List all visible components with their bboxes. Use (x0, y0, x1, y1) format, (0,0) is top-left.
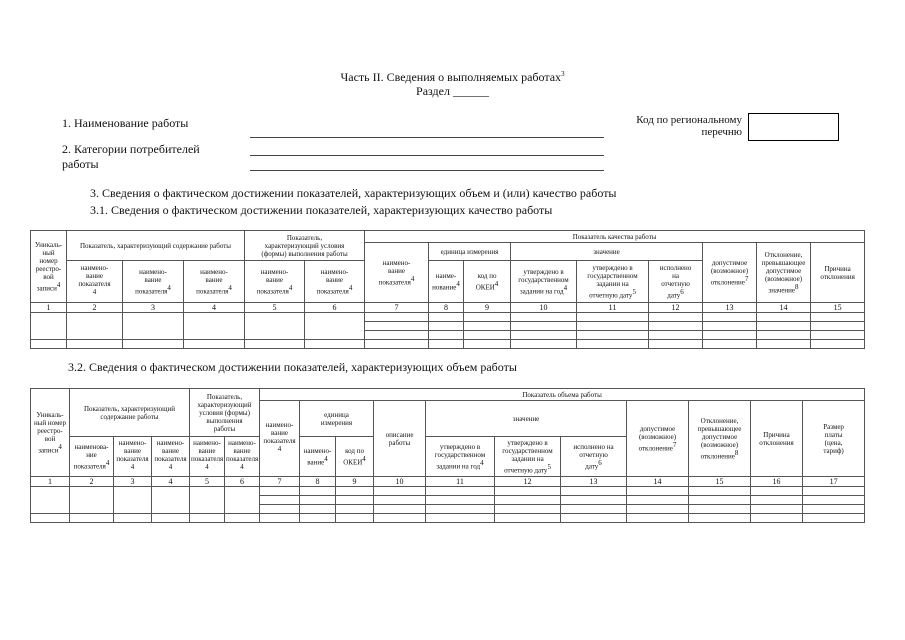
part-title: Часть II. Сведения о выполняемых работах$^3$ (340, 70, 565, 84)
content-ind-2: наимено- вание показателя $^4$ (114, 437, 152, 477)
table-row[interactable] (31, 487, 865, 496)
column-numbers-row: 1 2 3 4 5 6 7 8 9 10 11 12 13 14 15 (31, 303, 865, 313)
conditions-indicator-header: Показатель, характеризующий условия (формы) выполнения работы (245, 231, 365, 261)
unique-number-header: Уникаль- ный номер реестро- вой записи$^4$ (31, 389, 70, 477)
executed-header: исполнено на отчетную дату$^6$ (649, 261, 703, 303)
section31-title: 3.1. Сведения о фактическом достижении показателей, характеризующих качество работы (90, 203, 553, 217)
content-ind-2: наимено- вание показателя$^4$ (123, 261, 184, 303)
exceed-deviation-header: Отклонение, превышающее допустимое (возможное) отклонение$^8$ (689, 401, 751, 477)
content-ind-3: наимено- вание показателя $^4$ (152, 437, 190, 477)
approved-year-header: утверждено в государственном задании на год$^4$ (511, 261, 577, 303)
name-header: наимено- вание показателя $^4$ (260, 401, 300, 477)
approved-year-header: утверждено в государственном задании на год$^4$ (426, 437, 495, 477)
work-name-line[interactable] (250, 137, 604, 138)
table-row[interactable] (31, 313, 865, 322)
exceed-deviation-header: Отклонение, превышающее допустимое (возможное) значение$^8$ (757, 243, 811, 303)
content-indicator-header: Показатель, характеризующий содержание работы (70, 389, 190, 437)
consumers-label-2: работы (62, 157, 99, 171)
approved-date-header: утверждено в государственном задании на отчетную дату$^5$ (577, 261, 649, 303)
volume-table (30, 388, 865, 523)
name-header: наимено- вание показателя$^4$ (365, 243, 429, 303)
table-row[interactable] (31, 514, 865, 523)
content-ind-1: наименова- ние показателя$^4$ (70, 437, 114, 477)
unit-name-header: наиме- нование$^4$ (429, 261, 464, 303)
quality-table (30, 230, 865, 349)
quality-indicator-header: Показатель качества работы (365, 231, 865, 243)
condition-ind-2: наимено- вание показателя$^4$ (305, 261, 365, 303)
condition-ind-2: наимено- вание показателя $^4$ (225, 437, 260, 477)
column-numbers-row: 1 2 3 4 5 6 7 8 9 10 11 12 13 14 15 16 17 (31, 477, 865, 487)
section3-title: 3. Сведения о фактическом достижении показателей, характеризующих объем и (или) качество работы (90, 186, 617, 200)
value-header: значение (511, 243, 703, 261)
reason-header: Причина отклонения (811, 243, 865, 303)
executed-header: исполнено на отчетную дату$^6$ (561, 437, 627, 477)
unit-header: единица измерения (429, 243, 511, 261)
volume-indicator-header: Показатель объема работы (260, 389, 865, 401)
conditions-indicator-header: Показатель, характеризующий условия (формы) выполнения работы (190, 389, 260, 437)
consumers-line-2[interactable] (250, 170, 604, 171)
unit-name-header: наимено- вание$^4$ (300, 437, 336, 477)
description-header: описание работы (374, 401, 426, 477)
condition-ind-1: наимено- вание показателя $^4$ (190, 437, 225, 477)
content-ind-3: наимено- вание показателя$^4$ (184, 261, 245, 303)
okei-header: код по ОКЕИ$^4$ (464, 261, 511, 303)
fee-header: Размер платы (цена, тариф) (803, 401, 865, 477)
reason-header: Причина отклонения (751, 401, 803, 477)
value-header: значение (426, 401, 627, 437)
code-label: Код по региональному перечню (636, 114, 742, 138)
consumers-line-1[interactable] (250, 155, 604, 156)
code-box[interactable] (748, 113, 839, 141)
section32-title: 3.2. Сведения о фактическом достижении показателей, характеризующих объем работы (68, 360, 517, 374)
allowed-deviation-header: допустимое (возможное) отклонение$^7$ (627, 401, 689, 477)
section-label: Раздел ______ (416, 84, 489, 98)
condition-ind-1: наимено- вание показателя$^4$ (245, 261, 305, 303)
allowed-deviation-header: допустимое (возможное) отклонение$^7$ (703, 243, 757, 303)
okei-header: код по ОКЕИ$^4$ (336, 437, 374, 477)
consumers-label: 2. Категории потребителей (62, 142, 200, 156)
table-row[interactable] (31, 340, 865, 349)
unit-header: единица измерения (300, 401, 374, 437)
unique-number-header: Уникаль- ный номер реестро- вой записи$^4$ (31, 231, 67, 303)
approved-date-header: утверждено в государственном задании на отчетную дату$^5$ (495, 437, 561, 477)
content-ind-1: наимено- вание показателя $^4$ (67, 261, 123, 303)
content-indicator-header: Показатель, характеризующий содержание работы (67, 231, 245, 261)
work-name-label: 1. Наименование работы (62, 116, 189, 130)
